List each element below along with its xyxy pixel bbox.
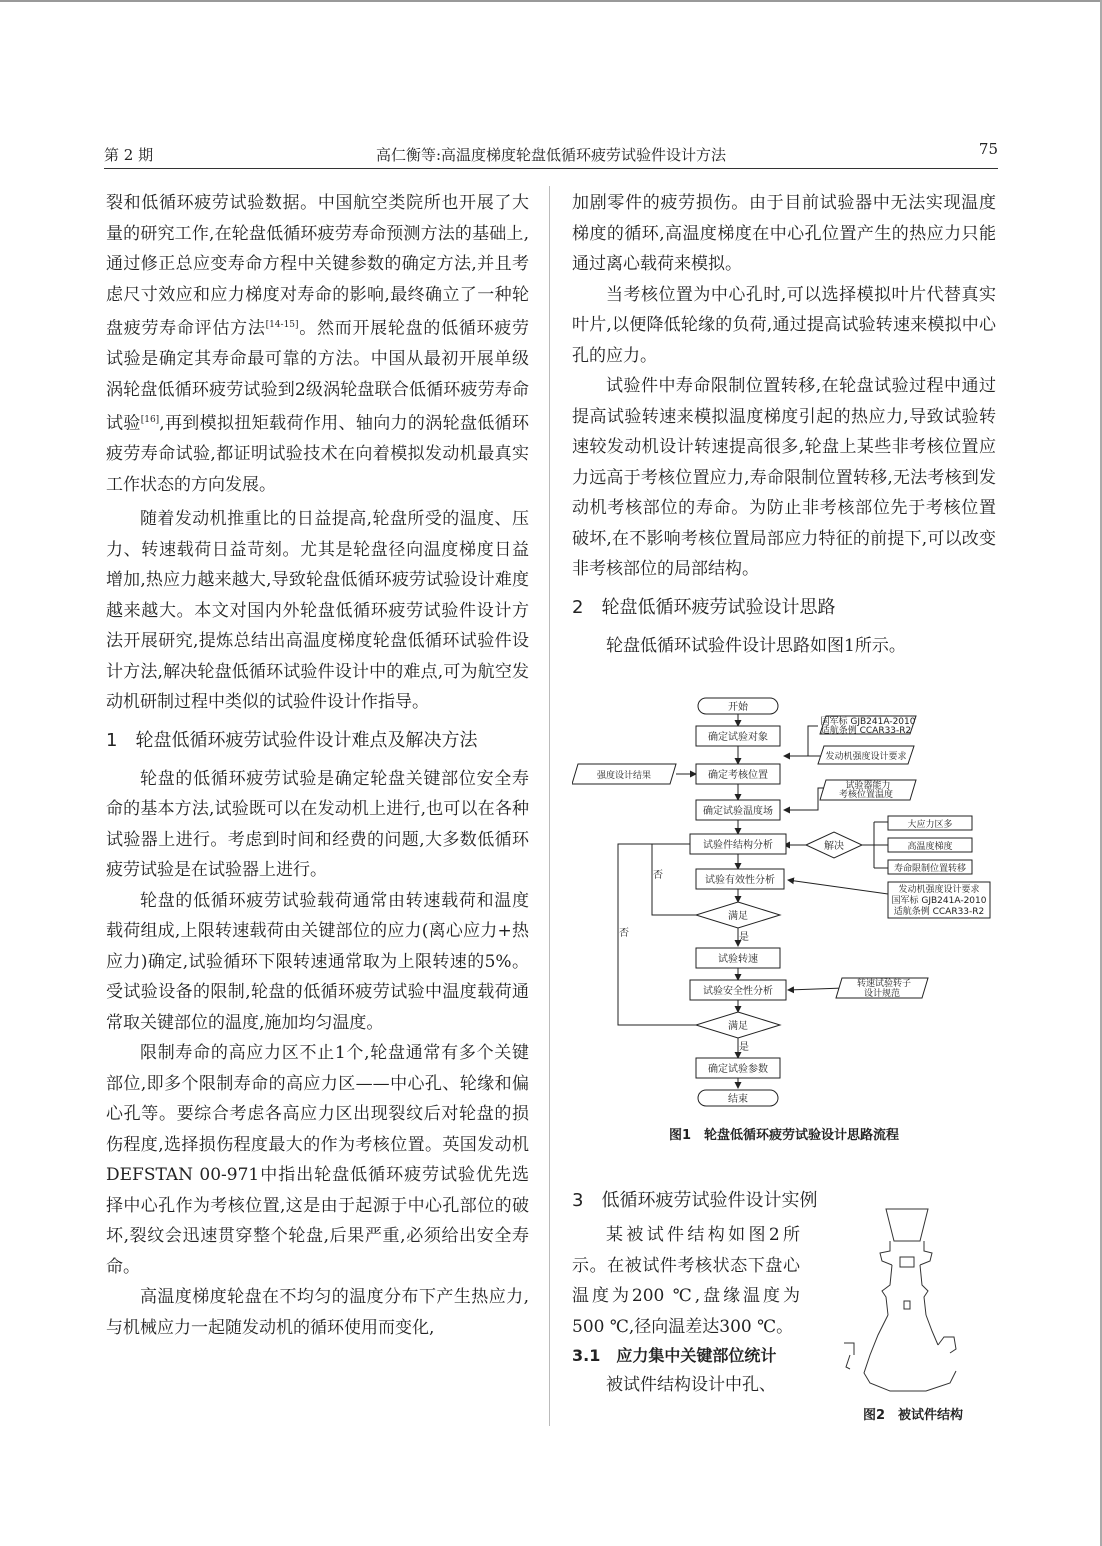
paragraph: 加剧零件的疲劳损伤。由于目前试验器中无法实现温度梯度的循环,高温度梯度在中心孔位置产生的热应力只能通过离心载荷来模拟。 [572, 193, 996, 274]
flow-decision: 满足 [728, 1021, 748, 1032]
flow-node: 确定考核位置 [708, 770, 768, 781]
column-separator [549, 186, 550, 1426]
paragraph: 高温度梯度轮盘在不均匀的温度分布下产生热应力,与机械应力一起随发动机的循环使用而变化, [106, 1287, 529, 1338]
paragraph: 轮盘低循环试验件设计思路如图1所示。 [606, 635, 906, 656]
flow-end: 结束 [728, 1094, 748, 1105]
flow-node: 确定试验温度场 [703, 806, 773, 817]
flow-input: 转速试验转子 [856, 979, 912, 989]
left-column [106, 188, 529, 1343]
section-heading: 1 轮盘低循环疲劳试验件设计难点及解决方法 [106, 729, 478, 751]
flow-input: 国军标 GJB241A-2010 [891, 896, 987, 906]
text-run: 。然而开展轮盘的低循环疲劳试验是确定其寿命最可靠的方法。中国从最初开展单级涡轮盘低循环疲劳试验到2级涡轮盘联合低循环疲劳寿命试验 [106, 318, 530, 434]
flow-input: 设计规范 [863, 989, 901, 999]
header-rule [104, 168, 998, 169]
flow-input: 适航条例 CCAR33-R2 [820, 726, 912, 736]
flow-input: 国军标 GJB241A-2010 [820, 717, 916, 727]
flow-decision: 满足 [728, 911, 748, 922]
paragraph: 随着发动机推重比的日益提高,轮盘所受的温度、压力、转速载荷日益苛刻。尤其是轮盘径向温度梯度日益增加,热应力越来越大,导致轮盘低循环疲劳试验设计难度越来越大。本文对国内外轮盘低循环疲劳试验件设计方法开展研究,提炼总结出高温度梯度轮盘低循环试验件设计方法,解决轮盘低循环试验件设计中的难点,可为航空发动机研制过程中类似的试验件设计作指导。 [106, 509, 529, 713]
text-run: 裂和低循环疲劳试验数据。中国航空类院所也开展了大量的研究工作,在轮盘低循环疲劳寿命预测方法的基础上,通过修正总应变寿命方程中关键参数的确定方法,并且考虑尺寸效应和应力梯度对寿命的影响,最终确立了一种轮盘疲劳寿命评估方法 [106, 193, 529, 339]
flow-node: 确定试验对象 [708, 732, 768, 743]
figure-2-caption: 图2 被试件结构 [862, 1408, 964, 1423]
subsection-heading: 3.1 应力集中关键部位统计 [572, 1346, 777, 1365]
flow-input: 试验器能力 [845, 781, 891, 791]
flow-start: 开始 [728, 702, 748, 713]
paragraph: 轮盘的低循环疲劳试验载荷通常由转速载荷和温度载荷组成,上限转速载荷由关键部位的应力(离心应力+热应力)确定,试验循环下限转速通常取为上限转速的5%。受试验设备的限制,轮盘的低循环疲劳试验中温度载荷通常取关键部位的温度,施加均匀温度。 [106, 890, 529, 1033]
flow-node: 确定试验参数 [708, 1064, 768, 1075]
flowchart-figure [572, 692, 996, 1112]
running-header [104, 140, 998, 168]
flow-problem: 大应力区多 [907, 820, 953, 830]
citation: [14-15] [265, 320, 299, 330]
paragraph: 某被试件结构如图2所示。在被试件考核状态下盘心温度为200 ℃,盘缘温度为500 ℃,径向温差达300 ℃。 [572, 1225, 800, 1337]
section-3-text [572, 1220, 800, 1401]
flow-decision: 解决 [824, 841, 844, 852]
section-heading: 3 低循环疲劳试验件设计实例 [572, 1190, 818, 1211]
text-run: ,再到模拟扭矩载荷作用、轴向力的涡轮盘低循环疲劳寿命试验,都证明试验技术在向着模拟发动机最真实工作状态的方向发展。 [106, 413, 530, 495]
flow-yes: 是 [739, 932, 749, 943]
flow-input: 考核位置温度 [838, 790, 894, 800]
flow-input: 发动机强度设计要求 [898, 885, 980, 895]
flow-node: 试验有效性分析 [705, 875, 775, 886]
paragraph: 被试件结构设计中孔、 [606, 1375, 776, 1395]
flow-yes: 是 [739, 1042, 749, 1053]
flow-input: 适航条例 CCAR33-R2 [893, 907, 985, 917]
top-border [0, 0, 1102, 2]
paragraph: 当考核位置为中心孔时,可以选择模拟叶片代替真实叶片,以便降低轮缘的负荷,通过提高试验转速来模拟中心孔的应力。 [572, 284, 996, 366]
paragraph [106, 188, 529, 500]
citation: [16] [140, 415, 160, 426]
flow-input: 发动机强度设计要求 [825, 752, 907, 762]
flow-node: 试验转速 [718, 954, 758, 965]
flow-input: 强度设计结果 [596, 771, 652, 781]
flow-node: 试验安全性分析 [703, 986, 773, 997]
issue-number: 第 2 期 [104, 146, 154, 164]
paragraph: 轮盘的低循环疲劳试验是确定轮盘关键部位安全寿命的基本方法,试验既可以在发动机上进行,也可以在各种试验器上进行。考虑到时间和经费的问题,大多数低循环疲劳试验是在试验器上进行。 [106, 768, 529, 881]
paragraph: 试验件中寿命限制位置转移,在轮盘试验过程中通过提高试验转速来模拟温度梯度引起的热应力,导致试验转速较发动机设计转速提高很多,轮盘上某些非考核位置应力远高于考核位置应力,寿命限制位置转移,无法考核到发动机考核部位的寿命。为防止非考核部位先于考核位置破坏,在不影响考核位置局部应力特征的前提下,可以改变非考核部位的局部结构。 [572, 376, 996, 579]
figure-1-caption: 图1 轮盘低循环疲劳试验设计思路流程 [668, 1128, 900, 1143]
flow-problem: 寿命限制位置转移 [893, 864, 967, 874]
section-heading: 2 轮盘低循环疲劳试验设计思路 [572, 596, 836, 618]
flow-node: 试验件结构分析 [703, 840, 773, 851]
flow-no: 否 [619, 928, 629, 939]
right-column [572, 188, 996, 661]
specimen-structure-figure [830, 1205, 970, 1403]
paragraph: 限制寿命的高应力区不止1个,轮盘通常有多个关键部位,即多个限制寿命的高应力区——中心孔、轮缘和偏心孔等。要综合考虑各高应力区出现裂纹后对轮盘的损伤程度,选择损伤程度最大的作为考核位置。英国发动机DEFSTAN 00-971中指出轮盘低循环疲劳试验优先选择中心孔作为考核位置,这是由于起源于中心孔部位的破坏,裂纹会迅速贯穿整个轮盘,后果严重,必须给出安全寿命。 [106, 1043, 529, 1277]
flow-problem: 高温度梯度 [907, 842, 953, 852]
running-title: 高仁衡等:高温度梯度轮盘低循环疲劳试验件设计方法 [375, 146, 727, 164]
flow-no: 否 [653, 870, 663, 881]
page-number: 75 [978, 140, 998, 158]
